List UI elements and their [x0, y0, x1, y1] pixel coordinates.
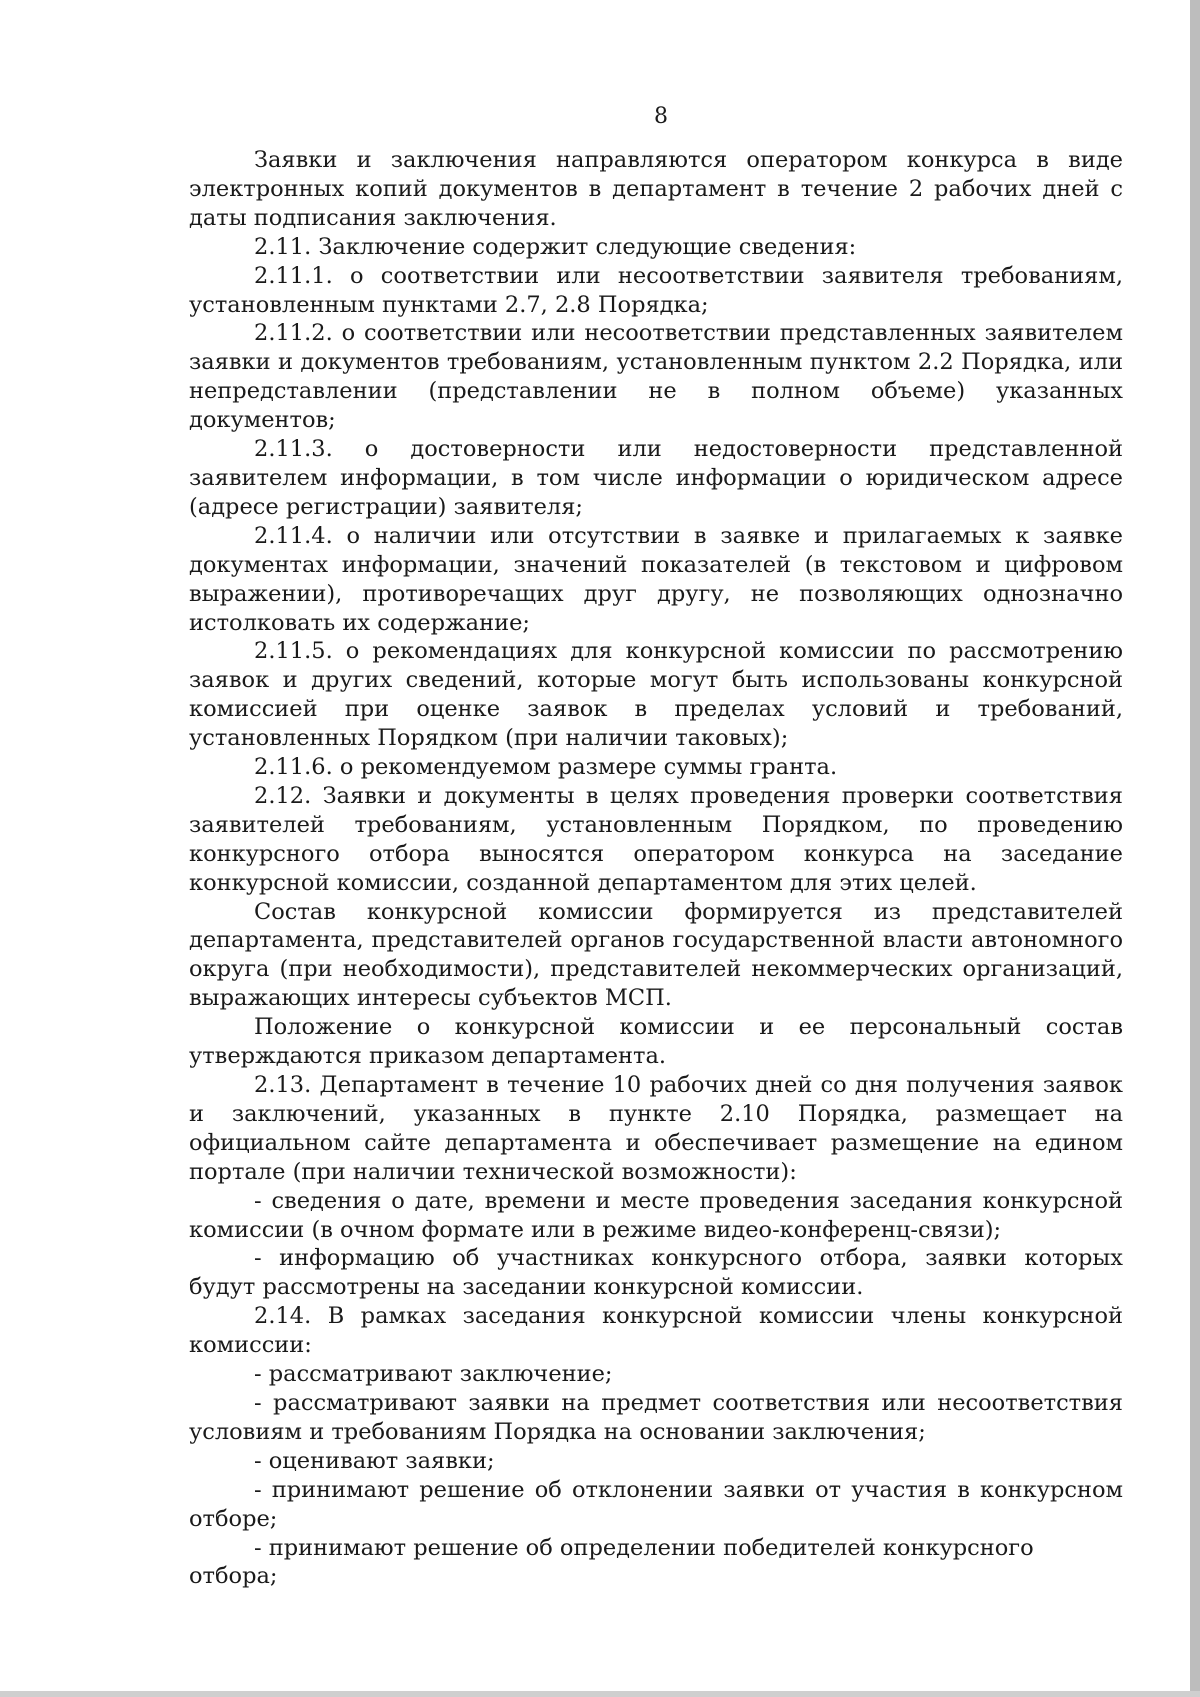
- paragraph-commission-regulation: Положение о конкурсной комиссии и ее персональный состав утверждаются приказом департамента.: [189, 1014, 1123, 1070]
- paragraph-2-11-3: 2.11.3. о достоверности или недостоверности представленной заявителем информации, в том числе информации о юридическом адресе (адресе регистрации) заявителя;: [189, 436, 1123, 520]
- paragraph-2-11-5: 2.11.5. о рекомендациях для конкурсной комиссии по рассмотрению заявок и других сведений, которые могут быть использованы конкурсной комиссией при оценке заявок в пределах условий и требований, установленных Порядком (при наличии таковых);: [189, 638, 1123, 752]
- document-body: [189, 146, 1123, 1591]
- paragraph-submission: Заявки и заключения направляются оператором конкурса в виде электронных копий документов в департамент в течение 2 рабочих дней с даты подписания заключения.: [189, 147, 1123, 231]
- list-item-review-applications: - рассматривают заявки на предмет соответствия или несоответствия условиям и требованиям Порядка на основании заключения;: [189, 1389, 1123, 1445]
- paragraph-2-11-4: 2.11.4. о наличии или отсутствии в заявке и прилагаемых к заявке документах информации, значений показателей (в текстовом и цифровом выражении), противоречащих друг другу, не позволяющих однозначно истолковать их содержание;: [189, 522, 1123, 636]
- paragraph-2-13: 2.13. Департамент в течение 10 рабочих дней со дня получения заявок и заключений, указанных в пункте 2.10 Порядка, размещает на официальном сайте департамента и обеспечивает размещение на едином портале (при наличии технической возможности):: [189, 1072, 1123, 1185]
- paragraph-2-14: 2.14. В рамках заседания конкурсной комиссии члены конкурсной комиссии:: [189, 1303, 1123, 1359]
- paragraph-2-12: 2.12. Заявки и документы в целях проведения проверки соответствия заявителей требованиям, установленным Порядком, по проведению конкурсного отбора выносятся оператором конкурса на заседание конкурсной комиссии, созданной департаментом для этих целей.: [189, 782, 1123, 896]
- page-number: 8: [654, 104, 668, 129]
- list-item-meeting-info: - сведения о дате, времени и месте проведения заседания конкурсной комиссии (в очном формате или в режиме видео-конференц-связи);: [189, 1187, 1123, 1243]
- scan-edge-right: [1190, 0, 1200, 1697]
- list-item-participants-info: - информацию об участниках конкурсного отбора, заявки которых будут рассмотрены на заседании конкурсной комиссии.: [189, 1245, 1123, 1301]
- list-item-reject-decision: - принимают решение об отклонении заявки от участия в конкурсном отборе;: [189, 1476, 1123, 1532]
- list-item-evaluate: - оценивают заявки;: [254, 1447, 495, 1474]
- scan-edge-bottom: [0, 1691, 1200, 1697]
- list-item-winners-decision: - принимают решение об определении победителей конкурсного отбора;: [189, 1534, 1034, 1590]
- list-item-review-conclusion: - рассматривают заключение;: [254, 1361, 613, 1388]
- paragraph-commission-composition: Состав конкурсной комиссии формируется из представителей департамента, представителей органов государственной власти автономного округа (при необходимости), представителей некоммерческих организаций, выражающих интересы субъектов МСП.: [189, 898, 1123, 1012]
- paragraph-2-11-2: 2.11.2. о соответствии или несоответствии представленных заявителем заявки и документов требованиям, установленным пунктом 2.2 Порядка, или непредставлении (представлении не в полном объеме) указанных документов;: [189, 320, 1123, 434]
- paragraph-2-11-1: 2.11.1. о соответствии или несоответствии заявителя требованиям, установленным пунктами 2.7, 2.8 Порядка;: [189, 262, 1123, 318]
- paragraph-2-11: 2.11. Заключение содержит следующие сведения:: [254, 233, 857, 260]
- paragraph-2-11-6: 2.11.6. о рекомендуемом размере суммы гранта.: [254, 754, 838, 781]
